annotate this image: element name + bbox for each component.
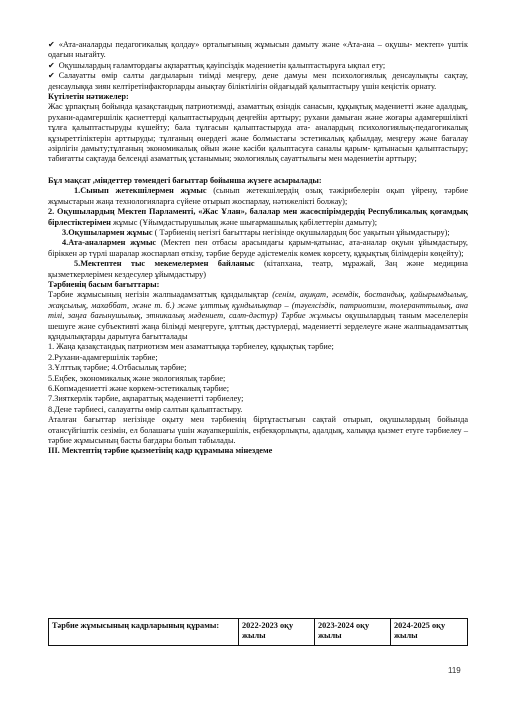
staff-table-header — [48, 618, 468, 646]
section-title: ІІІ. Мектептің тәрбие қызметінің кадр құрамына мінездеме — [48, 446, 273, 456]
table-header-cell: 2023-2024 оқу жылы — [315, 619, 391, 645]
direction-item: 3.Оқушылармен жұмыс ( Тәрбиенің негізгі бағыттары негізінде оқушылардың бос уақытын ұйымдастыру); — [62, 227, 450, 237]
direction-item: 5.Мектептен тыс мекемелермен байланыс (кітапхана, театр, мұражай, Заң және медицина қызметкерлерімен кездесулер ұйымдастыру) — [48, 259, 468, 279]
table-header-cell: Тәрбие жұмысының кадрларының құрамы: — [49, 619, 239, 645]
table-header-cell: 2022-2023 оқу жылы — [239, 619, 315, 645]
list-item: 2.Рухани-адамгершілік тәрбие; — [48, 352, 158, 362]
list-item: 5.Еңбек, экономикалық және экологиялық тәрбие; — [48, 373, 226, 383]
aims-heading: Бұл мақсат ,міндеттер төмендегі бағыттар бойынша жүзеге асырылады: — [48, 175, 322, 185]
list-item: 6.Көпмәдениетті және көркем-эстетикалық тәрбие; — [48, 384, 230, 393]
document-page — [48, 40, 468, 457]
checklist-item: ✔ Салауатты өмір салты дағдыларын тиімді меңгеру, дене дамуы мен психологиялық денсаулықты сақтау, денсаулыққа зиян келтіретінфакторларды анықтау біліктілігін ойдағыдай қалыптастыру үшін кеңістік орнату. — [48, 71, 468, 91]
check-icon: ✔ — [48, 71, 55, 81]
list-item: 1. Жаңа қазақстандық патриотизм мен азаматтыққа тәрбиелеу, құқықтық тәрбие; — [48, 342, 334, 352]
direction-item: 1.Сынып жетекшілермен жұмыс (сынып жетекшілердің озық тәжірибелерін оқып үйрену, тәрбие жұмыстарын жаңа технологияларға сүйене отырып жоспарлау, нәтижелікті болжау); — [48, 186, 469, 206]
direction-item: 4.Ата-аналармен жұмыс (Мектеп пен отбасы арасындағы қарым-қатынас, ата-аналар оқуын ұйымдастыру, біріккен әр түрлі шаралар жоспарлап өткізу, тәрбие беруде әдістемелік көмек көрсету, құқықтық білімдерін көңейту); — [48, 238, 469, 258]
page-number: 119 — [448, 666, 461, 675]
results-text: Жас ұрпақтың бойында қазақстандық патриотизмді, азаматтық өзіндік санасын, құқықтық мәдениетті және адалдық, рухани-адамгершілік қасиеттерді қалыптастырудың деңгейін арттыру; рухани дамыған және жоғары адамгершілікті тұлға қалыптастыруды күшейту; бала тұлғасын қалыптастыруда ата- аналардың психологиялық-педагогикалық құзыреттіліктерін арттыруды; тұлғаның өнердегі және болмыстағы эстетикалық қабылдау, меңгеру және бағалау әзірлігін дамыту;тұлғаның экономикалық ойын және кәсіби қалыптасуға саналы қарым- қатынасын қалыптастыру; табиғатты сақтауда белсенді азаматтық ұстанымын; экологиялық сауаттылығы мен мәдениетін арттыру; — [48, 102, 468, 164]
table-header-cell: 2024-2025 оқу жылы — [394, 621, 446, 641]
closing-paragraph: Аталған бағыттар негізінде оқыту мен тәрбиенің біртұтастығын сақтай отырып, оқушылардың бойында отансүйгіштік сезімін, ел болашағы үшін жауапкершілік, еңбекқорлықты, адалдық, халыққа қызмет етуге тәрбиелеу –тәрбие жұмысының басты бағдары болып табылады. — [48, 415, 468, 446]
check-icon: ✔ — [48, 40, 55, 49]
list-item: 7.Зияткерлік тәрбие, ақпараттық мәдениетті тәрбиелеу; — [48, 394, 244, 404]
checklist-item: ✔ Оқушылардың ғаламтордағы ақпараттық қауіпсіздік мәдениетін қалыптастыруға ықпал ету; — [48, 60, 386, 70]
check-icon: ✔ — [48, 60, 55, 70]
checklist-item: ✔ «Ата-аналарды педагогикалық қолдау» орталығының жұмысын дамыту және «Ата-ана – оқушы- мектеп» үштік одағын нығайту. — [48, 40, 468, 60]
list-item: 8.Дене тәрбиесі, салауатты өмір салтын қалыптастыру. — [48, 404, 243, 414]
direction-item: 2. Оқушылардың Мектеп Парламенті, «Жас Ұлан», балалар мен жасөспірімдердің Республикалық қоғамдық бірлестіктерімен жұмыс (Ұйымдастырушылық және шығармашылық қабілеттерін дамыту); — [48, 207, 468, 227]
priority-heading: Тәрбиенің басым бағыттары: — [48, 279, 160, 289]
results-heading: Күтілетін нәтижелер: — [48, 92, 129, 102]
priority-text: Тәрбие жұмысының негізін жалпыадамзаттық құндылықтар (сенім, ақиқат, әсемдік, бостандық, қайырымдылық, жақсылық, махаббат, және т. б.) және ұлттық құндылықтар – (тәуелсіздік, патриотизм, толеранттылық, ана тілі, заңға бағынушылық, этникалық мәдениет, салт-дәстүр) Тәрбие жұмысы оқушылардың таным мәселелерін шешуге және субъективті жаңа білімді меңгеруге, ұлттық дәстүрлерді, мәдениетті зерделеуге және жалпыадамзаттық құндылықтарды дарытуға бағытталады — [48, 290, 468, 341]
list-item: 3.Ұлттық тәрбие; 4.Отбасылық тәрбие; — [48, 363, 187, 373]
